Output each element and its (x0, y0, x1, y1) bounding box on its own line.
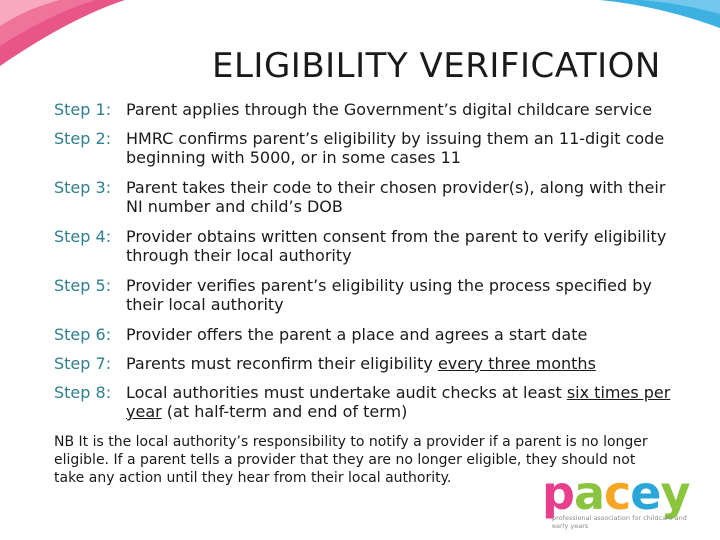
step-text (126, 100, 674, 119)
logo-letter: y (660, 466, 690, 520)
step-text-part: Parent applies through the Government’s digital childcare service (126, 100, 653, 119)
step-item (54, 178, 674, 216)
pacey-logo (542, 466, 710, 534)
logo-letter: e (630, 466, 661, 520)
step-text (126, 276, 674, 314)
step-label: Step 7: (54, 354, 112, 373)
step-text-part: Parent takes their code to their chosen provider(s), along with their NI number and child’s DOB (126, 178, 666, 216)
underlined-text: six times per year (126, 383, 671, 421)
logo-tagline: professional association for childcare and early years (552, 514, 687, 530)
step-text-part: Parents must reconfirm their eligibility (126, 354, 438, 373)
underlined-text: every three months (437, 354, 596, 373)
page-title: ELIGIBILITY VERIFICATION (212, 46, 661, 86)
step-label: Step 6: (54, 325, 112, 344)
note-paragraph: NB It is the local authority’s responsibility to notify a provider if a parent is no longer eligible. If a parent tells a provider that they are no longer eligible, they should not take any action until they hear from their local authority. (54, 434, 648, 486)
step-text (126, 227, 674, 265)
logo-letter: p (542, 466, 574, 520)
step-text-part: Provider obtains written consent from the parent to verify eligibility through their local authority (126, 227, 667, 265)
step-text (126, 129, 674, 167)
step-label: Step 8: (54, 383, 112, 402)
logo-letter: c (603, 466, 631, 520)
step-item (54, 227, 674, 265)
step-item (54, 100, 674, 119)
step-text (126, 383, 674, 421)
step-label: Step 5: (54, 276, 112, 295)
step-item (54, 383, 674, 421)
step-text (126, 354, 674, 373)
step-label: Step 3: (54, 178, 112, 197)
step-item (54, 354, 674, 373)
step-text-part: Provider verifies parent’s eligibility using the process specified by their local authority (126, 276, 652, 314)
logo-letter: a (573, 466, 604, 520)
corner-decoration-left (0, 0, 130, 70)
step-label: Step 2: (54, 129, 112, 148)
step-text-part: (at half-term and end of term) (161, 402, 408, 421)
step-text (126, 178, 674, 216)
step-label: Step 1: (54, 100, 112, 119)
step-label: Step 4: (54, 227, 112, 246)
step-item (54, 129, 674, 167)
step-item (54, 325, 674, 344)
step-text (126, 325, 674, 344)
corner-decoration-right (580, 0, 720, 30)
step-text-part: Local authorities must undertake audit checks at least (126, 383, 567, 402)
step-text-part: Provider offers the parent a place and agrees a start date (126, 325, 588, 344)
logo-wordmark (542, 466, 689, 520)
step-text-part: HMRC confirms parent’s eligibility by issuing them an 11-digit code beginning with 5000, or in some cases 11 (126, 129, 665, 167)
step-item (54, 276, 674, 314)
